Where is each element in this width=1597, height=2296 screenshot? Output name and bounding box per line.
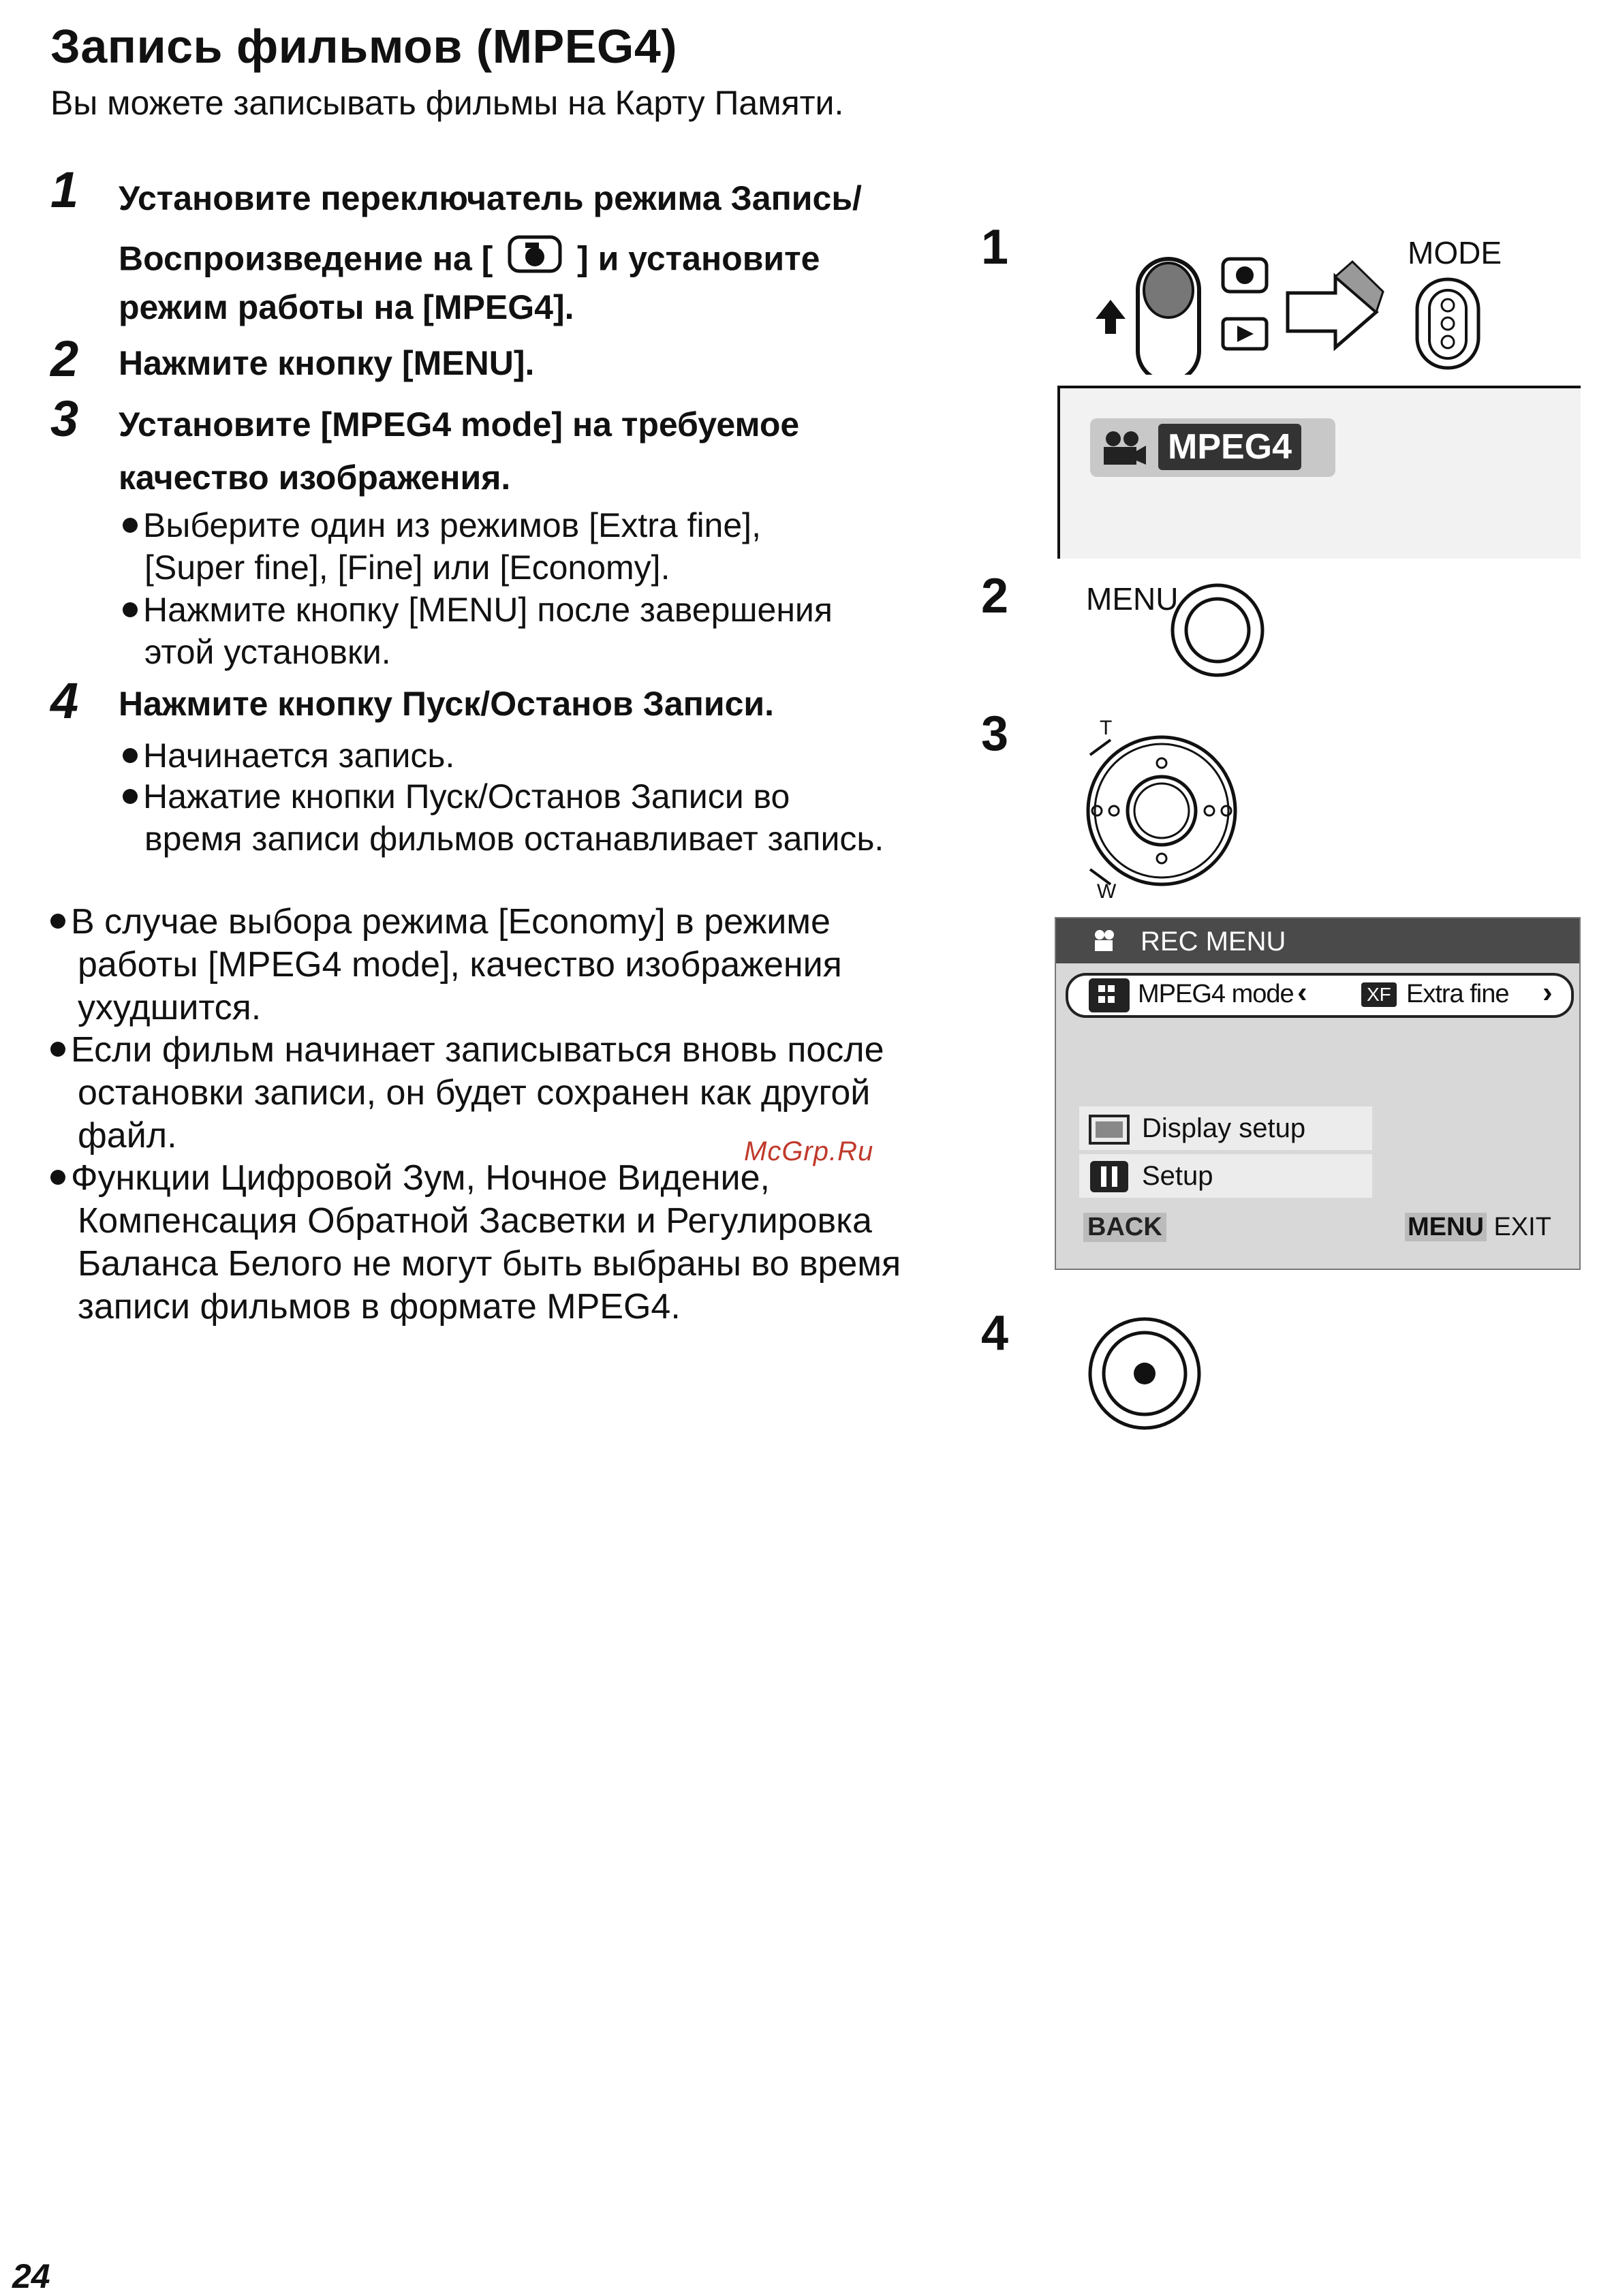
- note-2-line-3: файл.: [78, 1116, 177, 1155]
- step-1-line-2-b: ] и установите: [577, 239, 820, 278]
- menu-exit-button[interactable]: [1405, 1213, 1551, 1242]
- lcd-screen-mpeg4: [1057, 386, 1581, 559]
- page-number: 24: [12, 2257, 50, 2295]
- step-4-bullet-1-line-1: Начинается запись.: [143, 736, 455, 775]
- step-1-line-3: режим работы на [MPEG4].: [119, 288, 574, 326]
- mpeg4-mode-value: Extra fine: [1406, 980, 1509, 1008]
- note-2-line-2: остановки записи, он будет сохранен как другой: [78, 1073, 871, 1113]
- note-1: [50, 901, 831, 944]
- mpeg4-mode-row[interactable]: [1066, 973, 1574, 1018]
- step-1-line-2: [119, 233, 820, 290]
- watermark: McGrp.Ru: [744, 1136, 874, 1166]
- mode-slider-knob: [1144, 263, 1193, 317]
- step-4-bullet-2: [123, 775, 790, 818]
- record-button-icon: [1086, 1315, 1209, 1438]
- menu-exit-menu: MENU: [1405, 1213, 1487, 1241]
- display-icon: [1089, 1115, 1130, 1145]
- xf-badge: XF: [1361, 982, 1397, 1007]
- note-3-line-4: записи фильмов в формате MPEG4.: [78, 1287, 681, 1327]
- mpeg4-mode-indicator: [1090, 418, 1335, 477]
- step-4-line-1: Нажмите кнопку Пуск/Останов Записи.: [119, 685, 775, 723]
- step-3-bullet-2: [123, 589, 833, 631]
- step-3-line-1: Установите [MPEG4 mode] на требуемое: [119, 405, 800, 444]
- movie-camera-icon: [1093, 929, 1117, 952]
- note-3-line-3: Баланса Белого не могут быть выбраны во время: [78, 1244, 901, 1284]
- up-arrow-icon: [1096, 300, 1126, 334]
- note-3: [50, 1157, 770, 1200]
- right-arrow-icon: [1288, 262, 1383, 347]
- step-4-bullet-2-line-2: время записи фильмов останавливает запись.: [144, 820, 884, 858]
- step-2-line-1: Нажмите кнопку [MENU].: [119, 344, 535, 382]
- step-3-bullet-2-line-2: этой установки.: [144, 633, 391, 671]
- display-setup-label: Display setup: [1142, 1113, 1306, 1143]
- mpeg4-mode-label: MPEG4 mode: [1138, 980, 1294, 1008]
- figure-1-number: 1: [981, 220, 1009, 275]
- step-2-number: 2: [50, 330, 79, 387]
- note-2: [50, 1029, 884, 1072]
- note-1-line-1: В случае выбора режима [Economy] в режиме: [71, 902, 831, 942]
- note-1-line-2: работы [MPEG4 mode], качество изображения: [78, 945, 842, 984]
- rec-menu-screen: [1055, 917, 1581, 1270]
- menu-item-display-setup[interactable]: [1079, 1106, 1372, 1150]
- step-3-bullet-1-line-1: Выберите один из режимов [Extra fine],: [143, 506, 761, 544]
- rec-menu-header: [1056, 918, 1579, 963]
- step-3-number: 3: [50, 390, 79, 447]
- movie-camera-icon: [1100, 429, 1147, 467]
- mode-label: MODE: [1408, 235, 1502, 270]
- bullet-dot: [50, 1170, 65, 1185]
- page-title: Запись фильмов (MPEG4): [50, 20, 678, 73]
- bullet-dot: [123, 789, 138, 804]
- figure-2-number: 2: [981, 569, 1009, 623]
- step-4-bullet-1: [123, 734, 454, 777]
- camera-mode-icon: [506, 233, 563, 290]
- step-4-number: 4: [50, 672, 79, 729]
- menu-button-icon: [1166, 579, 1269, 681]
- rec-menu-title: REC MENU: [1141, 927, 1286, 957]
- menu-label: MENU: [1086, 581, 1179, 617]
- joystick-center-button: [1128, 777, 1196, 845]
- grid-icon: [1089, 978, 1130, 1012]
- zoom-t-label: T: [1100, 717, 1113, 739]
- bullet-dot: [123, 518, 138, 533]
- setup-label: Setup: [1142, 1161, 1213, 1191]
- step-3-bullet-2-line-1: Нажмите кнопку [MENU] после завершения: [143, 591, 833, 629]
- back-button[interactable]: BACK: [1083, 1213, 1166, 1242]
- menu-exit-label: EXIT: [1493, 1213, 1551, 1241]
- step-3-line-2: качество изображения.: [119, 459, 511, 497]
- wrench-icon: [1089, 1160, 1130, 1194]
- chevron-right-icon[interactable]: ›: [1542, 976, 1553, 1009]
- play-icon: [1223, 319, 1267, 349]
- note-1-line-3: ухудшится.: [78, 988, 262, 1027]
- step-1-line-1: Установите переключатель режима Запись/: [119, 179, 862, 217]
- mpeg4-label: MPEG4: [1158, 424, 1301, 470]
- mode-button-icon: [1417, 279, 1478, 368]
- note-2-line-1: Если фильм начинает записываться вновь после: [71, 1030, 884, 1070]
- menu-item-setup[interactable]: [1079, 1154, 1372, 1198]
- bullet-dot: [123, 602, 138, 617]
- figure-3-number: 3: [981, 707, 1009, 761]
- joystick-illustration: [1076, 714, 1247, 905]
- step-4-bullet-2-line-1: Нажатие кнопки Пуск/Останов Записи во: [143, 777, 790, 816]
- camera-icon: [1223, 259, 1267, 292]
- zoom-w-label: W: [1097, 880, 1117, 903]
- step-3-bullet-1-line-2: [Super fine], [Fine] или [Economy].: [144, 548, 670, 587]
- page-subtitle: Вы можете записывать фильмы на Карту Памяти.: [50, 84, 844, 122]
- bullet-dot: [123, 748, 138, 763]
- note-3-line-2: Компенсация Обратной Засветки и Регулировка: [78, 1201, 872, 1241]
- step-3-bullet-1: [123, 504, 761, 546]
- note-3-line-1: Функции Цифровой Зум, Ночное Видение,: [71, 1158, 770, 1198]
- chevron-left-icon[interactable]: ‹: [1297, 976, 1307, 1009]
- bullet-dot: [50, 914, 65, 929]
- step-1-line-2-a: Воспроизведение на [: [119, 239, 493, 278]
- figure-4-number: 4: [981, 1306, 1009, 1361]
- bullet-dot: [50, 1042, 65, 1057]
- step-1-number: 1: [50, 161, 79, 218]
